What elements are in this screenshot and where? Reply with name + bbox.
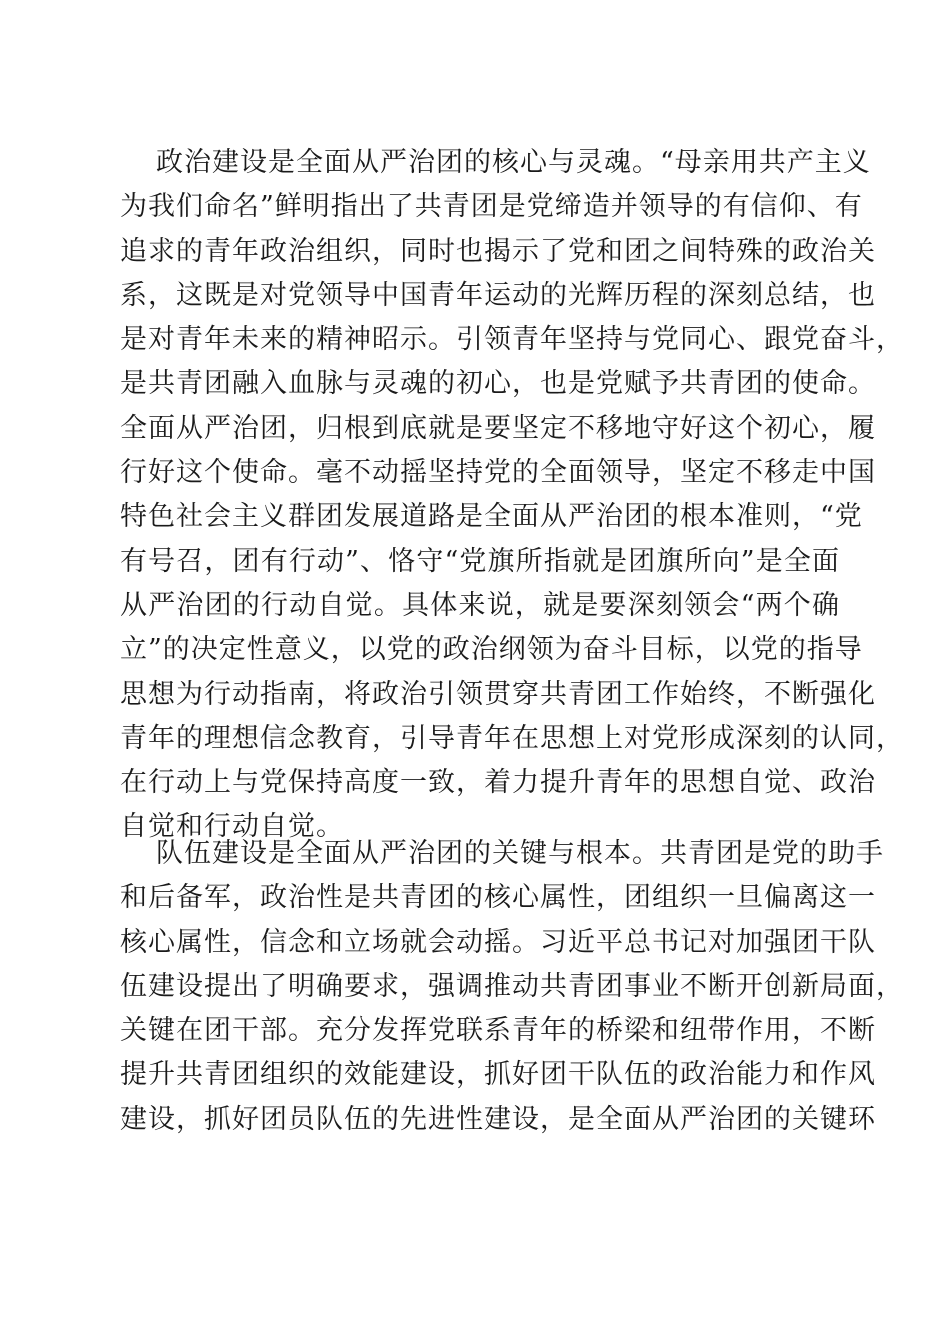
paragraph-line: 从严治团的行动自觉。具体来说，就是要深刻领会“两个确: [120, 589, 840, 621]
paragraph-team-building: [120, 832, 904, 1142]
paragraph-line: 伍建设提出了明确要求，强调推动共青团事业不断开创新局面，: [120, 970, 904, 1002]
paragraph-line: 队伍建设是全面从严治团的关键与根本。共青团是党的助手: [156, 838, 884, 869]
paragraph-political-building: [120, 141, 904, 850]
paragraph-line: 系，这既是对党领导中国青年运动的光辉历程的深刻总结，也: [120, 279, 876, 311]
paragraph-line: 和后备军，政治性是共青团的核心属性，团组织一旦偏离这一: [120, 882, 876, 914]
paragraph-line: 是共青团融入血脉与灵魂的初心，也是党赋予共青团的使命。: [120, 368, 876, 400]
paragraph-line: 在行动上与党保持高度一致，着力提升青年的思想自觉、政治: [120, 767, 876, 799]
paragraph-line: 是对青年未来的精神昭示。引领青年坚持与党同心、跟党奋斗，: [120, 324, 904, 356]
paragraph-line: 核心属性，信念和立场就会动摇。习近平总书记对加强团干队: [120, 926, 876, 958]
paragraph-line: 建设，抓好团员队伍的先进性建设，是全面从严治团的关键环: [120, 1103, 876, 1135]
paragraph-line: 青年的理想信念教育，引导青年在思想上对党形成深刻的认同，: [120, 722, 904, 754]
paragraph-line: 思想为行动指南，将政治引领贯穿共青团工作始终，不断强化: [120, 678, 876, 710]
paragraph-line: 立”的决定性意义，以党的政治纲领为奋斗目标，以党的指导: [120, 634, 863, 666]
paragraph-line: 政治建设是全面从严治团的核心与灵魂。“母亲用共产主义: [156, 147, 871, 178]
paragraph-line: 为我们命名”鲜明指出了共青团是党缔造并领导的有信仰、有: [120, 191, 863, 223]
paragraph-line: 行好这个使命。毫不动摇坚持党的全面领导，坚定不移走中国: [120, 457, 876, 489]
paragraph-line: 自觉和行动自觉。: [120, 811, 344, 843]
paragraph-line: 提升共青团组织的效能建设，抓好团干队伍的政治能力和作风: [120, 1059, 876, 1091]
paragraph-line: 追求的青年政治组织，同时也揭示了党和团之间特殊的政治关: [120, 235, 876, 267]
paragraph-line: 特色社会主义群团发展道路是全面从严治团的根本准则，“党: [120, 501, 863, 533]
paragraph-line: 全面从严治团，归根到底就是要坚定不移地守好这个初心，履: [120, 412, 876, 444]
paragraph-line: 关键在团干部。充分发挥党联系青年的桥梁和纽带作用，不断: [120, 1015, 876, 1047]
paragraph-line: 有号召，团有行动”、恪守“党旗所指就是团旗所向”是全面: [120, 545, 840, 577]
